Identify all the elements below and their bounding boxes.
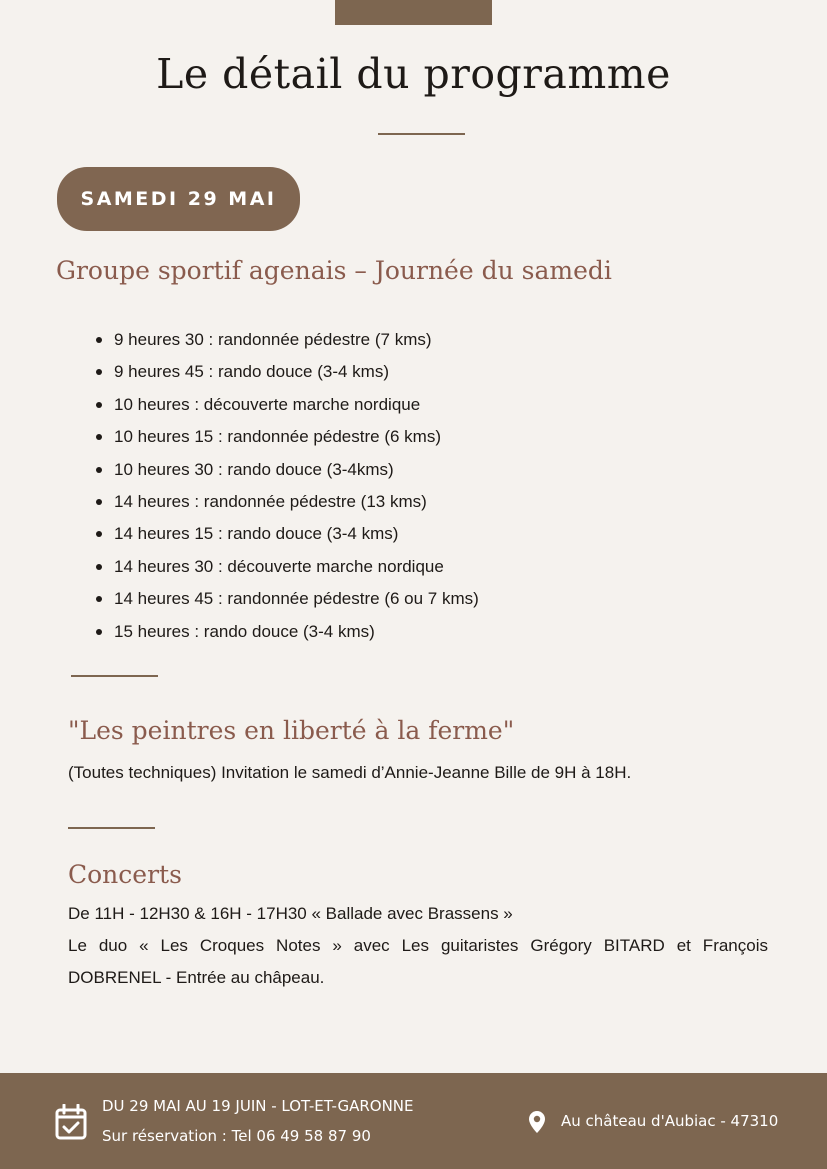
list-item: 10 heures : découverte marche nordique bbox=[92, 389, 479, 421]
schedule-list bbox=[92, 324, 479, 648]
list-item: 9 heures 45 : rando douce (3-4 kms) bbox=[92, 356, 479, 388]
list-item: 14 heures 45 : randonnée pédestre (6 ou 7 kms) bbox=[92, 583, 479, 615]
list-item: 14 heures 15 : rando douce (3-4 kms) bbox=[92, 518, 479, 550]
concerts-section-heading: Concerts bbox=[68, 860, 182, 889]
page-title: Le détail du programme bbox=[156, 50, 671, 98]
footer-dates: DU 29 MAI AU 19 JUIN - LOT-ET-GARONNE bbox=[102, 1097, 414, 1115]
footer-phone: Sur réservation : Tel 06 49 58 87 90 bbox=[102, 1127, 371, 1145]
list-item: 10 heures 15 : randonnée pédestre (6 kms) bbox=[92, 421, 479, 453]
day-badge bbox=[57, 167, 300, 231]
footer-location: Au château d'Aubiac - 47310 bbox=[561, 1112, 779, 1130]
calendar-check-icon bbox=[55, 1104, 87, 1140]
concerts-description: Le duo « Les Croques Notes » avec Les guitaristes Grégory BITARD et François DOBRENEL - Entrée au châpeau. bbox=[68, 936, 768, 987]
section-divider bbox=[68, 827, 155, 829]
map-pin-icon bbox=[528, 1110, 546, 1134]
list-item: 9 heures 30 : randonnée pédestre (7 kms) bbox=[92, 324, 479, 356]
top-tab-decoration bbox=[335, 0, 492, 25]
peintres-description: (Toutes techniques) Invitation le samedi d’Annie-Jeanne Bille de 9H à 18H. bbox=[68, 763, 632, 782]
section-divider bbox=[71, 675, 158, 677]
list-item: 10 heures 30 : rando douce (3-4kms) bbox=[92, 454, 479, 486]
concerts-schedule: De 11H - 12H30 & 16H - 17H30 « Ballade avec Brassens » bbox=[68, 904, 513, 923]
list-item: 14 heures : randonnée pédestre (13 kms) bbox=[92, 486, 479, 518]
peintres-section-heading: "Les peintres en liberté à la ferme" bbox=[68, 716, 515, 745]
list-item: 15 heures : rando douce (3-4 kms) bbox=[92, 616, 479, 648]
footer-bar bbox=[0, 1073, 827, 1169]
group-section-heading: Groupe sportif agenais – Journée du samedi bbox=[56, 256, 612, 285]
day-badge-label: SAMEDI 29 MAI bbox=[80, 188, 277, 210]
title-divider bbox=[378, 133, 465, 135]
list-item: 14 heures 30 : découverte marche nordique bbox=[92, 551, 479, 583]
